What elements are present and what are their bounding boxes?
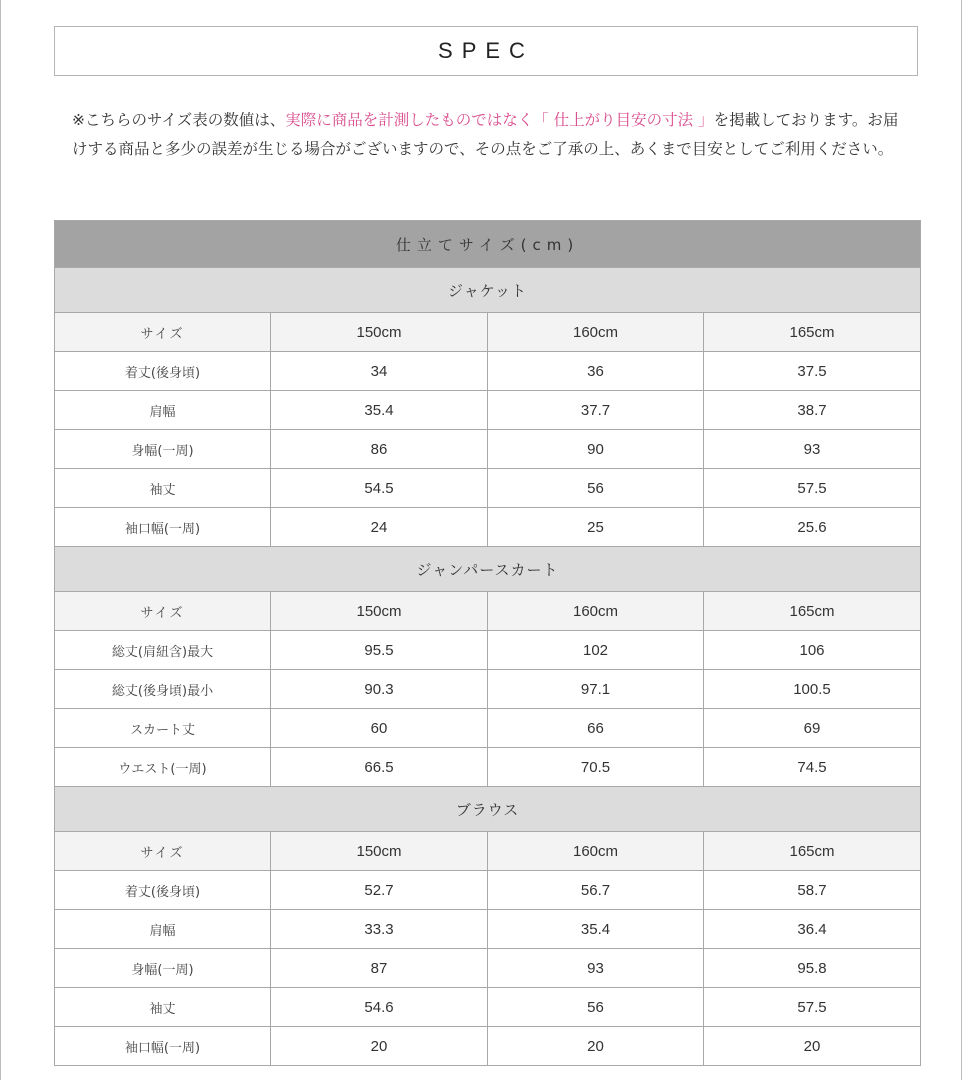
size-col-150: 150cm xyxy=(271,832,488,871)
table-row xyxy=(55,469,921,508)
cell-value: 57.5 xyxy=(704,469,921,508)
cell-value: 54.6 xyxy=(271,988,488,1027)
cell-value: 66.5 xyxy=(271,748,488,787)
row-label: 総丈(後身頃)最小 xyxy=(55,670,271,709)
size-col-160: 160cm xyxy=(488,592,704,631)
row-label: スカート丈 xyxy=(55,709,271,748)
row-label: 袖丈 xyxy=(55,988,271,1027)
cell-value: 56.7 xyxy=(488,871,704,910)
size-col-160: 160cm xyxy=(488,832,704,871)
size-label: サイズ xyxy=(55,832,271,871)
category-label: ジャケット xyxy=(55,268,921,313)
size-col-165: 165cm xyxy=(704,832,921,871)
size-header-row xyxy=(55,832,921,871)
cell-value: 33.3 xyxy=(271,910,488,949)
cell-value: 100.5 xyxy=(704,670,921,709)
cell-value: 95.5 xyxy=(271,631,488,670)
size-table xyxy=(54,220,921,1066)
category-row-jumper-skirt xyxy=(55,547,921,592)
row-label: 袖口幅(一周) xyxy=(55,1027,271,1066)
cell-value: 93 xyxy=(488,949,704,988)
cell-value: 69 xyxy=(704,709,921,748)
cell-value: 25.6 xyxy=(704,508,921,547)
size-col-165: 165cm xyxy=(704,313,921,352)
notice-text-intro: ※こちらのサイズ表の数値は、 xyxy=(72,111,286,129)
row-label: 肩幅 xyxy=(55,910,271,949)
table-row xyxy=(55,910,921,949)
cell-value: 38.7 xyxy=(704,391,921,430)
row-label: 身幅(一周) xyxy=(55,949,271,988)
cell-value: 70.5 xyxy=(488,748,704,787)
cell-value: 95.8 xyxy=(704,949,921,988)
cell-value: 37.7 xyxy=(488,391,704,430)
cell-value: 37.5 xyxy=(704,352,921,391)
row-label: 総丈(肩紐含)最大 xyxy=(55,631,271,670)
table-row xyxy=(55,430,921,469)
table-row xyxy=(55,670,921,709)
cell-value: 106 xyxy=(704,631,921,670)
size-col-160: 160cm xyxy=(488,313,704,352)
cell-value: 20 xyxy=(704,1027,921,1066)
table-row xyxy=(55,748,921,787)
table-row xyxy=(55,1027,921,1066)
table-row xyxy=(55,988,921,1027)
category-row-blouse xyxy=(55,787,921,832)
size-label: サイズ xyxy=(55,313,271,352)
row-label: 袖口幅(一周) xyxy=(55,508,271,547)
cell-value: 36 xyxy=(488,352,704,391)
size-header-row xyxy=(55,592,921,631)
cell-value: 56 xyxy=(488,988,704,1027)
table-title-row xyxy=(55,221,921,268)
cell-value: 57.5 xyxy=(704,988,921,1027)
spec-title: SPEC xyxy=(54,26,918,76)
cell-value: 20 xyxy=(488,1027,704,1066)
cell-value: 56 xyxy=(488,469,704,508)
cell-value: 87 xyxy=(271,949,488,988)
table-title: 仕立てサイズ(cm) xyxy=(55,221,921,268)
size-col-165: 165cm xyxy=(704,592,921,631)
row-label: ウエスト(一周) xyxy=(55,748,271,787)
cell-value: 86 xyxy=(271,430,488,469)
table-row xyxy=(55,391,921,430)
size-col-150: 150cm xyxy=(271,592,488,631)
row-label: 袖丈 xyxy=(55,469,271,508)
row-label: 着丈(後身頃) xyxy=(55,871,271,910)
category-label: ブラウス xyxy=(55,787,921,832)
cell-value: 66 xyxy=(488,709,704,748)
cell-value: 36.4 xyxy=(704,910,921,949)
cell-value: 35.4 xyxy=(271,391,488,430)
cell-value: 90.3 xyxy=(271,670,488,709)
cell-value: 74.5 xyxy=(704,748,921,787)
cell-value: 24 xyxy=(271,508,488,547)
table-row xyxy=(55,508,921,547)
category-row-jacket xyxy=(55,268,921,313)
cell-value: 102 xyxy=(488,631,704,670)
row-label: 身幅(一周) xyxy=(55,430,271,469)
size-label: サイズ xyxy=(55,592,271,631)
cell-value: 90 xyxy=(488,430,704,469)
row-label: 肩幅 xyxy=(55,391,271,430)
cell-value: 25 xyxy=(488,508,704,547)
cell-value: 35.4 xyxy=(488,910,704,949)
row-label: 着丈(後身頃) xyxy=(55,352,271,391)
cell-value: 93 xyxy=(704,430,921,469)
category-label: ジャンパースカート xyxy=(55,547,921,592)
size-col-150: 150cm xyxy=(271,313,488,352)
table-row xyxy=(55,871,921,910)
notice-text-body: を掲載しております。お届けする商品と多少の誤差が生じる場合がございますので、その点をご了承の上、あくまで目安としてご利用ください。 xyxy=(72,111,899,158)
cell-value: 52.7 xyxy=(271,871,488,910)
cell-value: 58.7 xyxy=(704,871,921,910)
cell-value: 20 xyxy=(271,1027,488,1066)
table-row xyxy=(55,352,921,391)
table-row xyxy=(55,709,921,748)
size-notice xyxy=(72,106,912,164)
table-row xyxy=(55,631,921,670)
notice-highlight: 実際に商品を計測したものではなく「 仕上がり目安の寸法 」 xyxy=(285,111,714,129)
cell-value: 60 xyxy=(271,709,488,748)
cell-value: 34 xyxy=(271,352,488,391)
cell-value: 97.1 xyxy=(488,670,704,709)
table-row xyxy=(55,949,921,988)
cell-value: 54.5 xyxy=(271,469,488,508)
size-header-row xyxy=(55,313,921,352)
